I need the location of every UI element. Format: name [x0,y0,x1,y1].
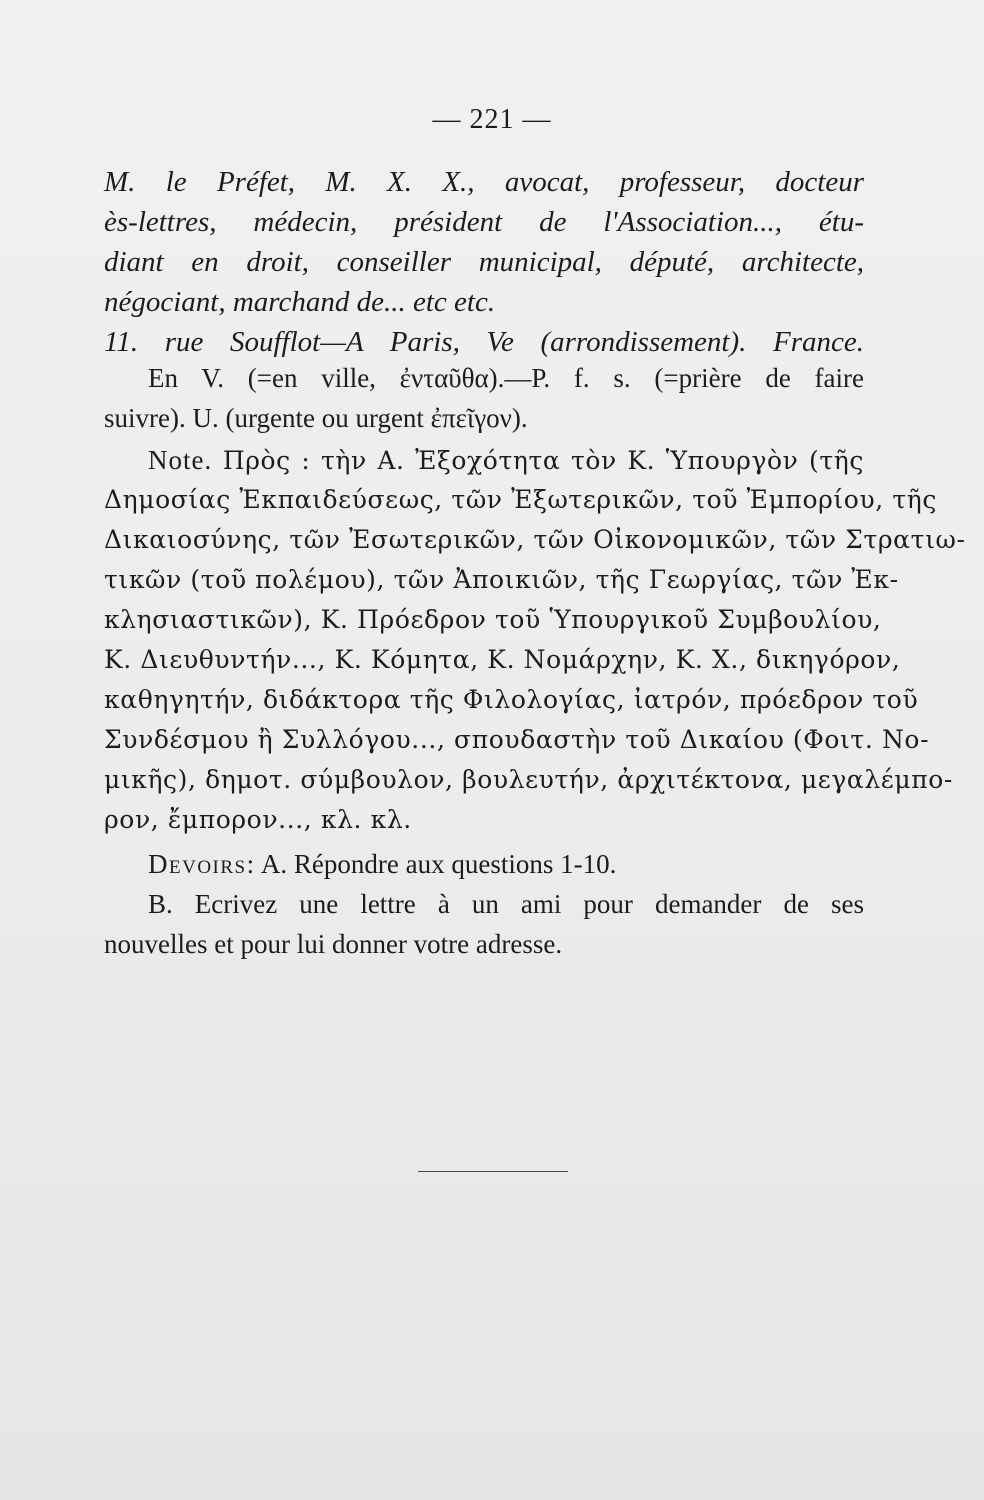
note-line: Συνδέσμου ἢ Συλλόγου..., σπουδαστὴν τοῦ Δικαίου (Φοιτ. Νο- [104,725,930,754]
page-number: — 221 — [432,104,552,135]
devoirs-section [104,844,864,964]
abbrev-line: suivre). U. (urgente ou urgent ἐπεῖγον). [104,403,528,433]
address-line: négociant, marchand de... etc etc. [104,286,496,318]
address-line: diant en droit, conseiller municipal, député, architecte, [104,246,864,278]
section-divider [418,1171,568,1172]
note-line: καθηγητήν, διδάκτορα τῆς Φιλολογίας, ἰατρόν, πρόεδρον τοῦ [104,685,919,714]
note-line: κλησιαστικῶν), Κ. Πρόεδρον τοῦ Ὑπουργικοῦ Συμβουλίου, [104,605,882,634]
note-line: τικῶν (τοῦ πολέμου), τῶν Ἀποικιῶν, τῆς Γεωργίας, τῶν Ἐκ- [104,565,899,594]
note-first-line [104,440,864,480]
devoirs-label: Devoirs: [148,849,256,879]
devoirs-a-line [104,844,864,884]
note-text: Πρὸς : τὴν Α. Ἐξοχότητα τὸν Κ. Ὑπουργὸν (τῆς [222,446,864,475]
address-example [104,162,864,362]
address-line: 11. rue Soufflot—A Paris, Ve (arrondissement). France. [104,326,864,358]
devoirs-b-line: nouvelles et pour lui donner votre adresse. [104,929,563,959]
note-section [104,440,966,840]
abbreviations [104,358,864,438]
note-line: μικῆς), δημοτ. σύμβουλον, βουλευτήν, ἀρχιτέκτονα, μεγαλέμπο- [104,765,953,794]
address-line: ès-lettres, médecin, président de l'Association..., étu- [104,206,864,238]
note-label: Note. [148,445,213,475]
note-line: ρον, ἔμπορον..., κλ. κλ. [104,805,412,834]
abbrev-line: En V. (=en ville, ἐνταῦθα).—P. f. s. (=prière de faire [148,363,864,393]
devoirs-b-line: B. Ecrivez une lettre à un ami pour demander de ses [148,889,864,919]
note-line: Δημοσίας Ἐκπαιδεύσεως, τῶν Ἐξωτερικῶν, τοῦ Ἐμπορίου, τῆς [104,485,937,514]
address-line: M. le Préfet, M. X. X., avocat, professeur, docteur [104,166,864,198]
note-line: Κ. Διευθυντήν..., Κ. Κόμητα, Κ. Νομάρχην, Κ. Χ., δικηγόρον, [104,645,901,674]
note-line: Δικαιοσύνης, τῶν Ἐσωτερικῶν, τῶν Οἰκονομικῶν, τῶν Στρατιω- [104,525,966,554]
devoirs-a: A. Répondre aux questions 1-10. [260,849,617,879]
